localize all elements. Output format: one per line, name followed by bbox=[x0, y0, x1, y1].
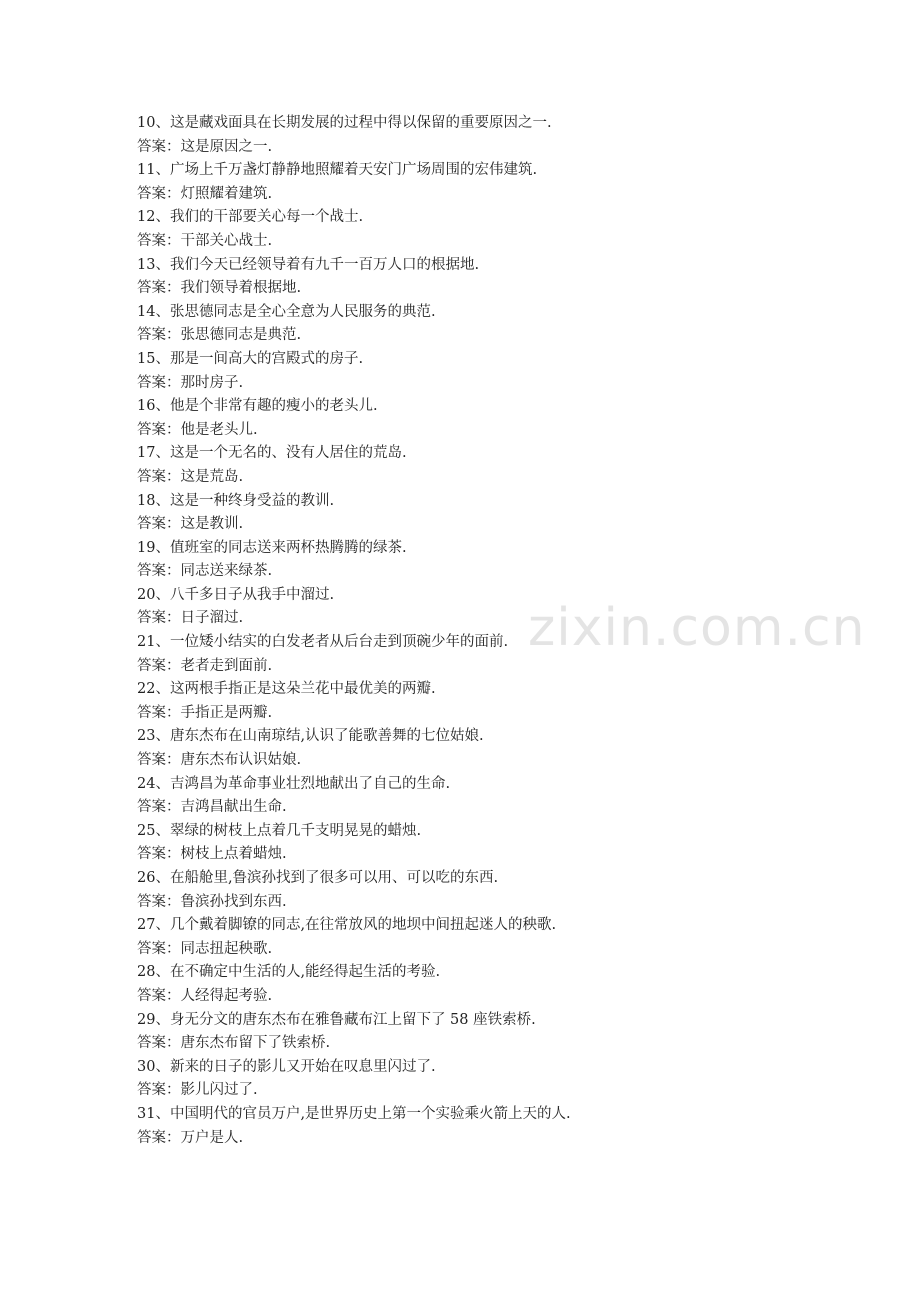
question-line: 16、他是个非常有趣的瘦小的老头儿. bbox=[137, 398, 378, 415]
question-line: 21、一位矮小结实的白发老者从后台走到顶碗少年的面前. bbox=[137, 634, 509, 651]
answer-line: 答案：这是教训. bbox=[137, 516, 244, 533]
question-line: 22、这两根手指正是这朵兰花中最优美的两瓣. bbox=[137, 681, 436, 698]
question-line: 27、几个戴着脚镣的同志,在往常放风的地坝中间扭起迷人的秧歌. bbox=[137, 917, 557, 934]
answer-line: 答案：人经得起考验. bbox=[137, 987, 273, 1004]
question-line: 17、这是一个无名的、没有人居住的荒岛. bbox=[137, 445, 407, 462]
answer-line: 答案：他是老头儿. bbox=[137, 421, 258, 438]
question-line: 28、在不确定中生活的人,能经得起生活的考验. bbox=[137, 964, 441, 981]
question-line: 10、这是藏戏面具在长期发展的过程中得以保留的重要原因之一. bbox=[137, 115, 552, 131]
answer-line: 答案：灯照耀着建筑. bbox=[137, 185, 273, 202]
answer-line: 答案：日子溜过. bbox=[137, 610, 244, 627]
question-line: 18、这是一种终身受益的教训. bbox=[137, 492, 335, 509]
answer-line: 答案：老者走到面前. bbox=[137, 657, 273, 674]
answer-line: 答案：万户是人. bbox=[137, 1129, 244, 1146]
answer-line: 答案：同志送来绿茶. bbox=[137, 563, 273, 580]
answer-line: 答案：干部关心战士. bbox=[137, 232, 273, 249]
question-line: 13、我们今天已经领导着有九千一百万人口的根据地. bbox=[137, 256, 480, 273]
answer-line: 答案：这是原因之一. bbox=[137, 138, 273, 155]
answer-line: 答案：唐东杰布留下了铁索桥. bbox=[137, 1035, 331, 1052]
answer-line: 答案：同志扭起秧歌. bbox=[137, 940, 273, 957]
answer-line: 答案：那时房子. bbox=[137, 374, 244, 391]
question-line: 25、翠绿的树枝上点着几千支明晃晃的蜡烛. bbox=[137, 822, 422, 839]
answer-line: 答案：鲁滨孙找到东西. bbox=[137, 893, 287, 910]
question-line: 29、身无分文的唐东杰布在雅鲁藏布江上留下了 58 座铁索桥. bbox=[137, 1011, 536, 1028]
question-line: 19、值班室的同志送来两杯热腾腾的绿茶. bbox=[137, 539, 407, 556]
answer-line: 答案：唐东杰布认识姑娘. bbox=[137, 752, 302, 769]
question-line: 23、唐东杰布在山南琼结,认识了能歌善舞的七位姑娘. bbox=[137, 728, 484, 745]
answer-line: 答案：张思德同志是典范. bbox=[137, 327, 302, 344]
answer-line: 答案：树枝上点着蜡烛. bbox=[137, 846, 287, 863]
question-line: 12、我们的干部要关心每一个战士. bbox=[137, 209, 364, 226]
answer-line: 答案：手指正是两瓣. bbox=[137, 704, 273, 721]
answer-line: 答案：影儿闪过了. bbox=[137, 1082, 258, 1099]
question-line: 31、中国明代的官员万户,是世界历史上第一个实验乘火箭上天的人. bbox=[137, 1105, 571, 1122]
question-line: 20、八千多日子从我手中溜过. bbox=[137, 586, 335, 603]
question-line: 14、张思德同志是全心全意为人民服务的典范. bbox=[137, 303, 436, 320]
question-line: 30、新来的日子的影儿又开始在叹息里闪过了. bbox=[137, 1058, 436, 1075]
question-line: 26、在船舱里,鲁滨孙找到了很多可以用、可以吃的东西. bbox=[137, 870, 499, 886]
watermark: zixin.com.cn bbox=[528, 598, 866, 658]
question-line: 24、吉鸿昌为革命事业壮烈地献出了自己的生命. bbox=[137, 775, 451, 792]
question-line: 11、广场上千万盏灯静静地照耀着天安门广场周围的宏伟建筑. bbox=[137, 162, 538, 179]
answer-line: 答案：吉鸿昌献出生命. bbox=[137, 799, 287, 816]
answer-line: 答案：这是荒岛. bbox=[137, 468, 244, 485]
answer-line: 答案：我们领导着根据地. bbox=[137, 280, 302, 297]
document-body bbox=[137, 112, 837, 1150]
question-line: 15、那是一间高大的宫殿式的房子. bbox=[137, 350, 364, 367]
